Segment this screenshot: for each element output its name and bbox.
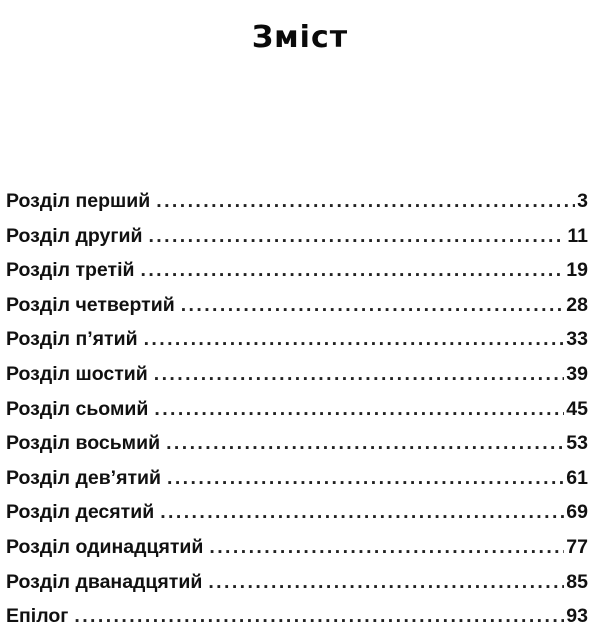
toc-entry: [6, 225, 588, 260]
toc-dot-leader: [209, 536, 564, 559]
toc-entry-label: Розділ перший: [6, 190, 151, 212]
toc-dot-leader: [167, 467, 564, 490]
toc-dot-leader: [144, 328, 565, 351]
toc-entry: [6, 190, 588, 225]
toc-entry-page-number: 11: [567, 224, 588, 247]
toc-dot-leader: [154, 363, 565, 386]
toc-dot-leader: [140, 259, 564, 282]
toc-entry-page-number: 69: [566, 501, 588, 524]
toc-dot-leader: [148, 225, 565, 248]
toc-entry-label: Розділ одинадцятий: [6, 535, 204, 558]
toc-entry: [6, 328, 588, 363]
toc-entry-label: Розділ другий: [6, 224, 143, 247]
toc-entry-page-number: 77: [566, 535, 588, 558]
toc-entry-label: Розділ десятий: [6, 501, 155, 524]
toc-entry: [6, 398, 588, 433]
toc-entry-page-number: 45: [566, 397, 588, 420]
toc-entry-page-number: 93: [566, 605, 588, 628]
toc-entry-label: Розділ п’ятий: [6, 328, 138, 351]
toc-entry: [6, 259, 588, 294]
toc-dot-leader: [154, 398, 564, 421]
toc-entry: [6, 363, 588, 398]
toc-dot-leader: [166, 432, 564, 455]
toc-entry-page-number: 19: [566, 259, 588, 282]
toc-entry-label: Епілог: [6, 605, 69, 628]
toc-entry: [6, 571, 588, 606]
toc-entry: [6, 294, 588, 329]
toc-entry-label: Розділ третій: [6, 259, 135, 282]
toc-dot-leader: [156, 190, 575, 213]
toc-entry-page-number: 85: [566, 570, 588, 593]
toc-entry-page-number: 3: [577, 190, 588, 212]
toc-entry-label: Розділ шостий: [6, 362, 148, 385]
toc-entry-label: Розділ сьомий: [6, 397, 149, 420]
toc-entry: [6, 467, 588, 502]
page-title: Зміст: [251, 20, 349, 55]
toc-dot-leader: [160, 501, 564, 524]
toc-entry-page-number: 39: [566, 362, 588, 385]
toc-dot-leader: [74, 605, 564, 628]
toc-dot-leader: [208, 571, 564, 594]
toc-entry-page-number: 53: [566, 432, 588, 455]
table-of-contents: [6, 190, 588, 640]
toc-entry: [6, 501, 588, 536]
toc-entry-label: Розділ дванадцятий: [6, 570, 203, 593]
toc-entry: [6, 536, 588, 571]
toc-entry: [6, 605, 588, 640]
toc-entry-page-number: 28: [566, 293, 588, 316]
toc-entry-label: Розділ восьмий: [6, 432, 161, 455]
toc-entry-page-number: 33: [566, 328, 588, 351]
toc-entry-label: Розділ четвертий: [6, 293, 175, 316]
toc-dot-leader: [181, 294, 565, 317]
toc-entry: [6, 432, 588, 467]
toc-entry-label: Розділ дев’ятий: [6, 466, 162, 489]
toc-entry-page-number: 61: [566, 466, 588, 489]
